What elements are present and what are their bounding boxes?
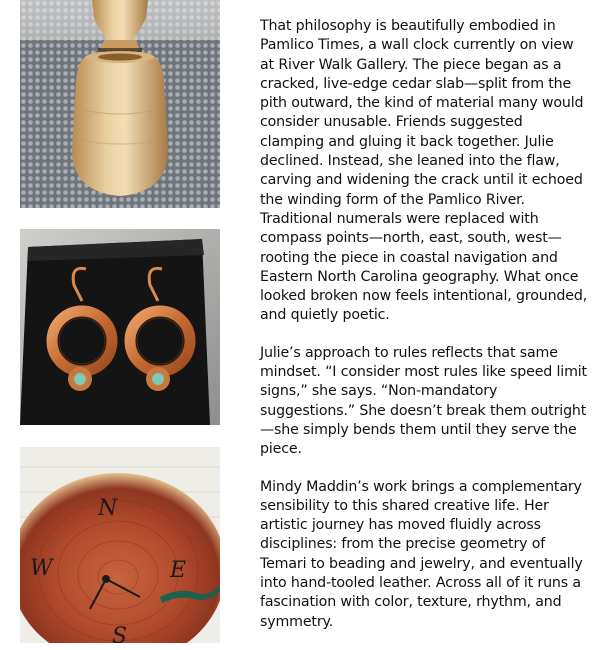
copper-earrings-photo (20, 229, 220, 425)
clock-letter-north: N (98, 496, 118, 521)
clock-letter-south: S (112, 624, 128, 643)
article-body (260, 17, 590, 650)
cedar-slab-clock-photo (20, 447, 220, 643)
article-paragraph: Julie’s approach to rules reflects that same mindset. “I consider most rules like speed limit signs,” she says. “Non-mandatory suggestions.” She doesn’t break them outright—she simply bends them until they serve the piece. (260, 344, 587, 458)
article-paragraph: Mindy Maddin’s work brings a complementary sensibility to this shared creative life. Her artistic journey has moved fluidly across disciplines: from the precise geometry of Temari to beading and jewelry, and eventually into hand-tooled leather. Across all of it runs a fascination with color, texture, rhythm, and symmetry. (260, 478, 583, 630)
article-paragraph: That philosophy is beautifully embodied in Pamlico Times, a wall clock currently on view at River Walk Gallery. The piece began as a cracked, live-edge cedar slab—split from the pith outward, the kind of material many would consider unusable. Friends suggested clamping and gluing it back together. Julie declined. Instead, she leaned into the flaw, carving and widening the crack until it echoed the winding form of the Pamlico River. Traditional numerals were replaced with compass points—north, east, south, west—rooting the piece in coastal navigation and Eastern North Carolina geography. What once looked broken now feels intentional, grounded, and quietly poetic. (260, 18, 588, 324)
turned-wood-vessel-photo (20, 0, 220, 208)
clock-letter-west: W (30, 556, 53, 581)
clock-letter-east: E (170, 558, 187, 583)
